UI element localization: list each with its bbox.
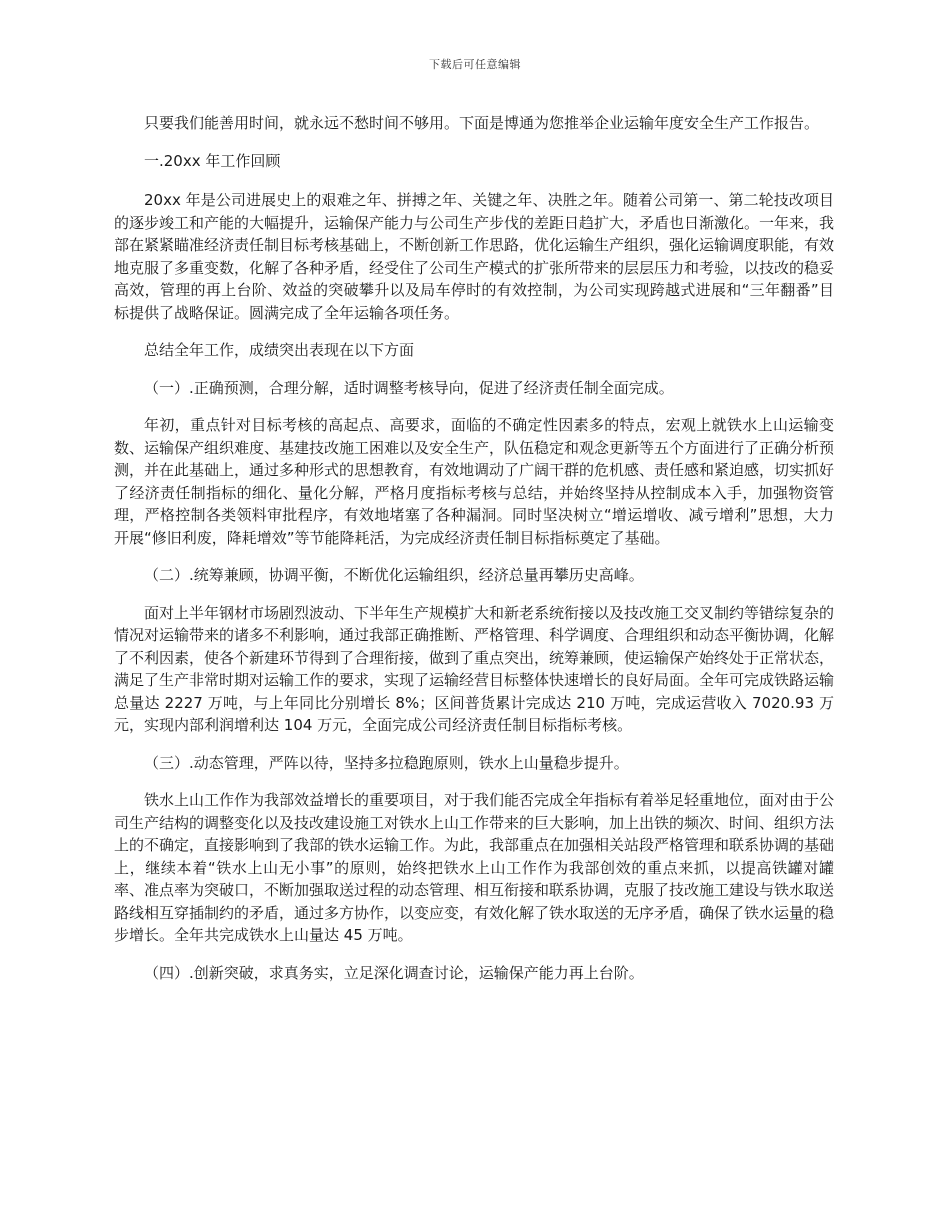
subheading-1: （一）.正确预测，合理分解，适时调整考核导向，促进了经济责任制全面完成。 (144, 378, 674, 397)
summary-line: 总结全年工作，成绩突出表现在以下方面 (144, 341, 415, 359)
paragraph-1: 年初，重点针对目标考核的高起点、高要求，面临的不确定性因素多的特点，宏观上就铁水上山运输变数、运输保产组织难度、基建技改施工困难以及安全生产，队伍稳定和观念更新等五个方面进行了正确分析预测，并在此基础上，通过多种形式的思想教育，有效地调动了广阔干群的危机感、责任感和紧迫感，切实抓好了经济责任制指标的细化、量化分解，严格月度指标考核与总结，并始终坚持从控制成本入手，加强物资管理，严格控制各类领料审批程序，有效地堵塞了各种漏洞。同时坚决树立“增运增收、减亏增利”思想，大力开展“修旧利废，降耗增效”等节能降耗活，为完成经济责任制目标指标奠定了基础。 (114, 416, 835, 547)
subheading-4: （四）.创新突破，求真务实，立足深化调查讨论，运输保产能力再上台阶。 (144, 963, 644, 982)
document-body (114, 112, 834, 984)
paragraph-2: 面对上半年钢材市场剧烈波动、下半年生产规模扩大和新老系统衔接以及技改施工交叉制约等错综复杂的情况对运输带来的诸多不利影响，通过我部正确推断、严格管理、科学调度、合理组织和动态平衡协调，化解了不利因素，使各个新建环节得到了合理衔接，做到了重点突出，统筹兼顾，使运输保产始终处于正常状态，满足了生产非常时期对运输工作的要求，实现了运输经营目标整体快速增长的良好局面。全年可完成铁路运输总量达 2227 万吨，与上年同比分别增长 8%；区间普货累计完成达 210 万吨，完成运营收入 7020.93 万元，实现内部利润增利达 104 万元，全面完成公司经济责任制目标指标考核。 (114, 603, 835, 734)
subheading-2: （二）.统筹兼顾，协调平衡，不断优化运输组织，经济总量再攀历史高峰。 (144, 566, 644, 584)
intro-paragraph: 只要我们能善用时间，就永远不愁时间不够用。下面是博通为您推举企业运输年度安全生产工作报告。 (144, 114, 820, 132)
paragraph-3: 铁水上山工作作为我部效益增长的重要项目，对于我们能否完成全年指标有着举足轻重地位，面对由于公司生产结构的调整变化以及技改建设施工对铁水上山工作带来的巨大影响，加上出铁的频次、时间、组织方法上的不确定，直接影响到了我部的铁水运输工作。为此，我部重点在加强相关站段严格管理和联系协调的基础上，继续本着“铁水上山无小事”的原则，始终把铁水上山工作作为我部创效的重点来抓，以提高铁罐对罐率、准点率为突破口，不断加强取送过程的动态管理、相互衔接和联系协调，克服了技改施工建设与铁水取送路线相互穿插制约的矛盾，通过多方协作，以变应变，有效化解了铁水取送的无序矛盾，确保了铁水运量的稳步增长。全年共完成铁水上山量达 45 万吨。 (114, 791, 835, 944)
subheading-3: （三）.动态管理，严阵以待，坚持多拉稳跑原则，铁水上山量稳步提升。 (144, 753, 629, 772)
review-paragraph: 20xx 年是公司进展史上的艰难之年、拼搏之年、关键之年、决胜之年。随着公司第一、第二轮技改项目的逐步竣工和产能的大幅提升，运输保产能力与公司生产步伐的差距日趋扩大，矛盾也日渐激化。一年来，我部在紧紧瞄准经济责任制目标考核基础上，不断创新工作思路，优化运输生产组织，强化运输调度职能，有效地克服了多重变数，化解了各种矛盾，经受住了公司生产模式的扩张所带来的层层压力和考验，以技改的稳妥高效，管理的再上台阶、效益的突破攀升以及局车停时的有效控制，为公司实现跨越式进展和“三年翻番”目标提供了战略保证。圆满完成了全年运输各项任务。 (114, 191, 835, 322)
section-heading-review: 一.20xx 年工作回顾 (144, 151, 281, 170)
page-header: 下载后可任意编辑 (429, 58, 521, 71)
